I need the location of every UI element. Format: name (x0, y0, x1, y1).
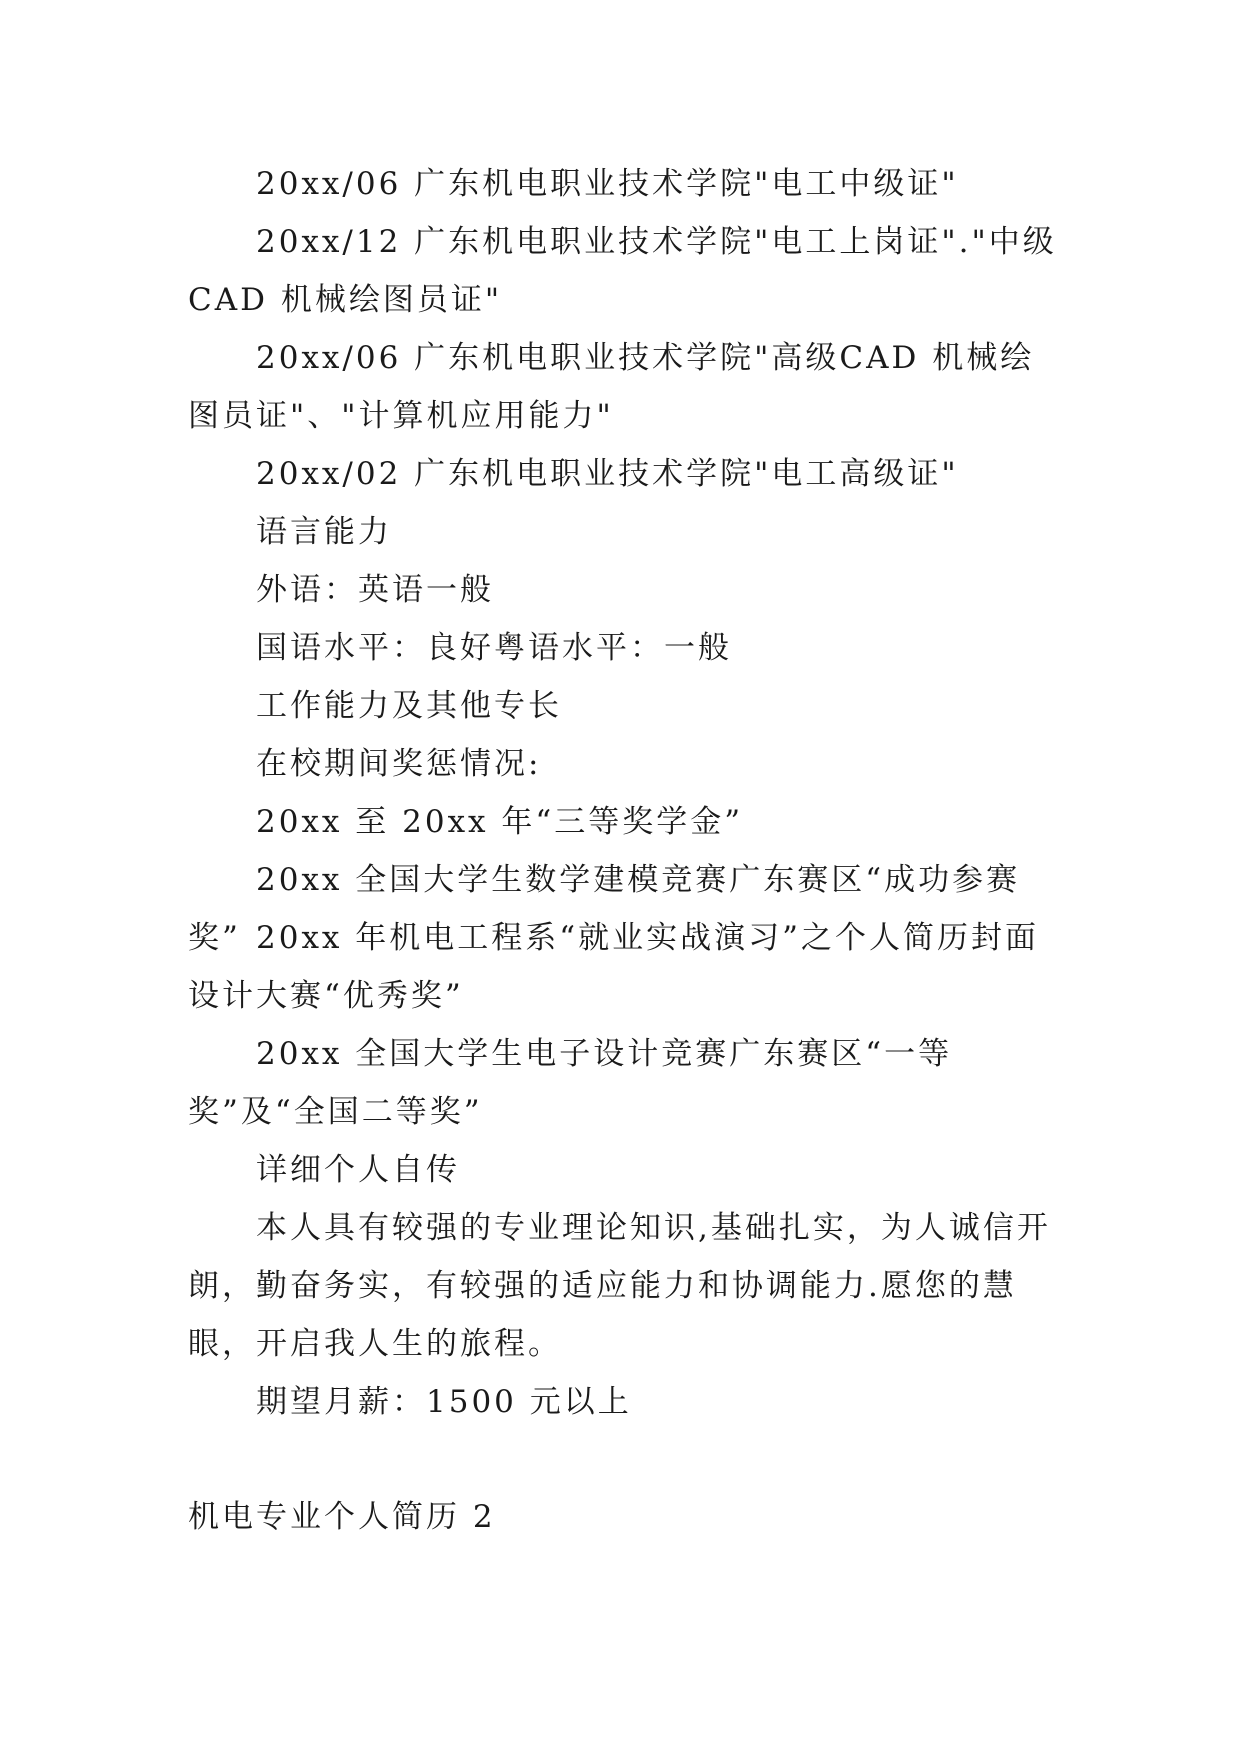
award-scholarship: 20xx 至 20xx 年“三等奖学金” (256, 804, 744, 840)
award-resume-design: 20xx 年机电工程系“就业实战演习”之个人简历封面设计大赛“优秀奖” (188, 920, 1039, 1014)
expected-salary: 期望月薪：1500 元以上 (256, 1384, 632, 1420)
work-ability-heading: 工作能力及其他专长 (256, 688, 562, 724)
section-title: 机电专业个人简历 2 (188, 1499, 496, 1535)
autobiography-body: 本人具有较强的专业理论知识,基础扎实，为人诚信开朗，勤奋务实，有较强的适应能力和协调能力.愿您的慧眼，开启我人生的旅程。 (188, 1210, 1051, 1362)
autobiography-heading: 详细个人自传 (256, 1152, 460, 1188)
cert-electrician-advanced: 20xx/02 广东机电职业技术学院"电工高级证" (256, 456, 959, 492)
award-math-modeling: 20xx 全国大学生数学建模竞赛广东赛区“成功参赛奖” (188, 862, 1021, 956)
language-ability-heading: 语言能力 (256, 514, 392, 550)
mandarin-cantonese-line: 国语水平：良好粤语水平：一般 (256, 630, 732, 666)
cert-electrician-post-cad: 20xx/12 广东机电职业技术学院"电工上岗证"."中级CAD 机械绘图员证" (188, 224, 1057, 318)
cert-electrician-intermediate: 20xx/06 广东机电职业技术学院"电工中级证" (256, 166, 959, 202)
cert-advanced-cad: 20xx/06 广东机电职业技术学院"高级CAD 机械绘图员证"、"计算机应用能力" (188, 340, 1035, 434)
awards-heading: 在校期间奖惩情况: (256, 746, 542, 782)
award-electronic-design: 20xx 全国大学生电子设计竞赛广东赛区“一等奖”及“全国二等奖” (188, 1036, 953, 1130)
foreign-language-line: 外语：英语一般 (256, 572, 494, 608)
